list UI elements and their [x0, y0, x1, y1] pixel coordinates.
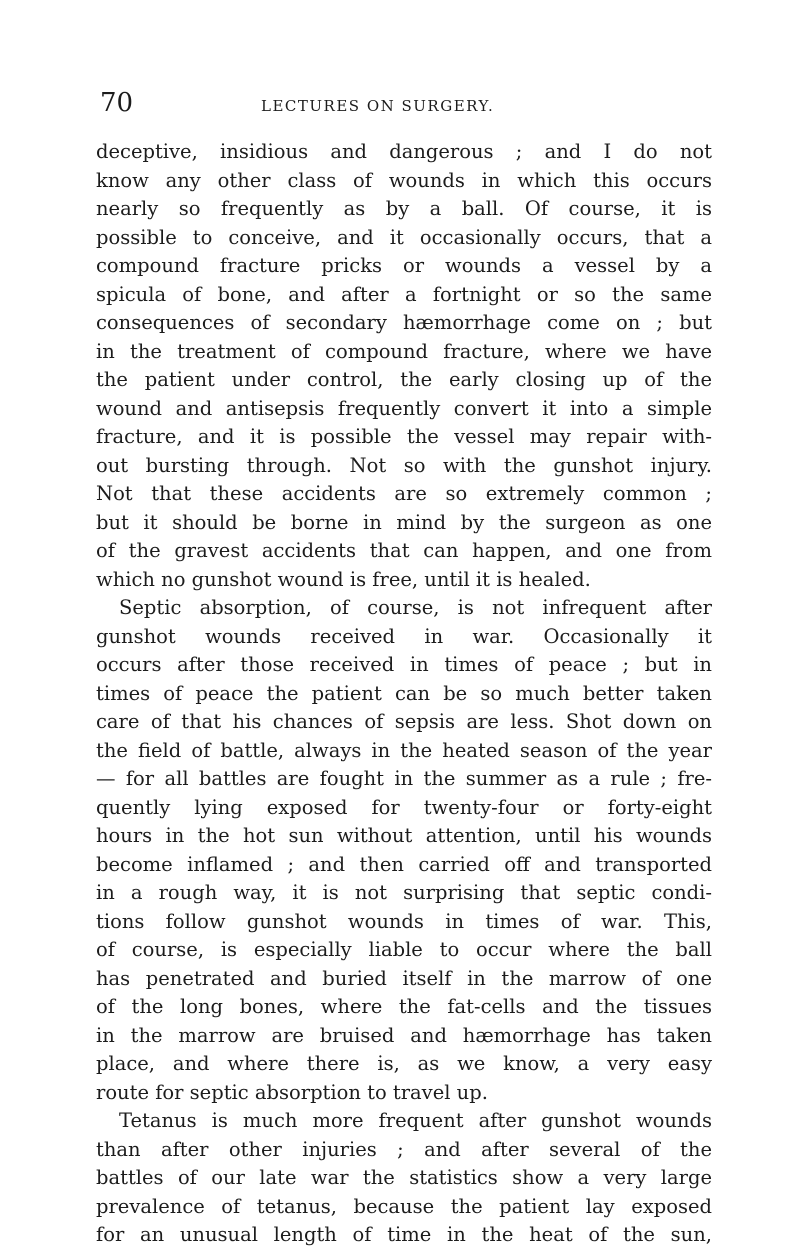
text-line: place, and where there is, as we know, a very easy [96, 1052, 712, 1075]
text-line: quently lying exposed for twenty-four or forty-eight [96, 795, 712, 819]
text-line: the field of battle, always in the heated season of the year [96, 738, 712, 762]
text-line: of course, is especially liable to occur where the ball [96, 938, 712, 961]
text-line: possible to conceive, and it occasionally occurs, that a [96, 225, 712, 249]
running-header [96, 86, 712, 122]
text-line: but it should be borne in mind by the surgeon as one [96, 510, 712, 534]
page-number: 70 [100, 88, 134, 118]
text-line: in the treatment of compound fracture, where we have [96, 339, 712, 363]
text-line: times of peace the patient can be so much better taken [96, 681, 712, 705]
text-line: tions follow gunshot wounds in times of war. This, [96, 909, 712, 933]
text-line: for an unusual length of time in the heat of the sun, [96, 1223, 712, 1246]
paragraph [96, 594, 712, 1107]
text-line: consequences of secondary hæmorrhage come on ; but [96, 311, 712, 334]
text-line: in the marrow are bruised and hæmorrhage has taken [96, 1023, 712, 1047]
text-line: become inflamed ; and then carried off and transported [96, 852, 712, 876]
text-line: which no gunshot wound is free, until it is healed. [96, 567, 591, 591]
paragraph [96, 138, 712, 594]
text-line: hours in the hot sun without attention, until his wounds [96, 824, 712, 847]
text-line: out bursting through. Not so with the gunshot injury. [96, 453, 712, 477]
text-line: compound fracture pricks or wounds a vessel by a [96, 254, 712, 277]
text-line: than after other injuries ; and after several of the [96, 1137, 712, 1161]
text-line: in a rough way, it is not surprising that septic condi- [96, 881, 712, 904]
text-line: care of that his chances of sepsis are less. Shot down on [96, 710, 712, 733]
text-line: route for septic absorption to travel up. [96, 1080, 488, 1104]
text-line: the patient under control, the early closing up of the [96, 368, 712, 391]
text-line: of the gravest accidents that can happen, and one from [96, 539, 712, 562]
text-line: has penetrated and buried itself in the marrow of one [96, 966, 712, 990]
book-page [96, 86, 712, 1250]
text-line: spicula of bone, and after a fortnight or so the same [96, 282, 712, 306]
text-line: Septic absorption, of course, is not infrequent after [119, 596, 712, 619]
text-line: deceptive, insidious and dangerous ; and I do not [96, 140, 712, 163]
running-title: LECTURES ON SURGERY. [261, 97, 495, 115]
text-line: Tetanus is much more frequent after gunshot wounds [119, 1109, 712, 1132]
text-line: gunshot wounds received in war. Occasionally it [96, 624, 712, 648]
text-line: know any other class of wounds in which this occurs [96, 168, 712, 192]
text-line: fracture, and it is possible the vessel may repair with- [96, 425, 712, 448]
text-line: occurs after those received in times of peace ; but in [96, 653, 712, 676]
text-line: battles of our late war the statistics show a very large [96, 1166, 712, 1189]
text-line: wound and antisepsis frequently convert it into a simple [96, 396, 712, 420]
text-line: prevalence of tetanus, because the patient lay exposed [96, 1194, 712, 1218]
body-text [96, 138, 712, 1250]
text-line: — for all battles are fought in the summer as a rule ; fre- [96, 767, 712, 790]
text-line: nearly so frequently as by a ball. Of course, it is [96, 197, 712, 220]
text-line: of the long bones, where the fat-cells and the tissues [96, 995, 712, 1018]
text-line: Not that these accidents are so extremely common ; [96, 482, 712, 505]
paragraph [96, 1107, 712, 1250]
